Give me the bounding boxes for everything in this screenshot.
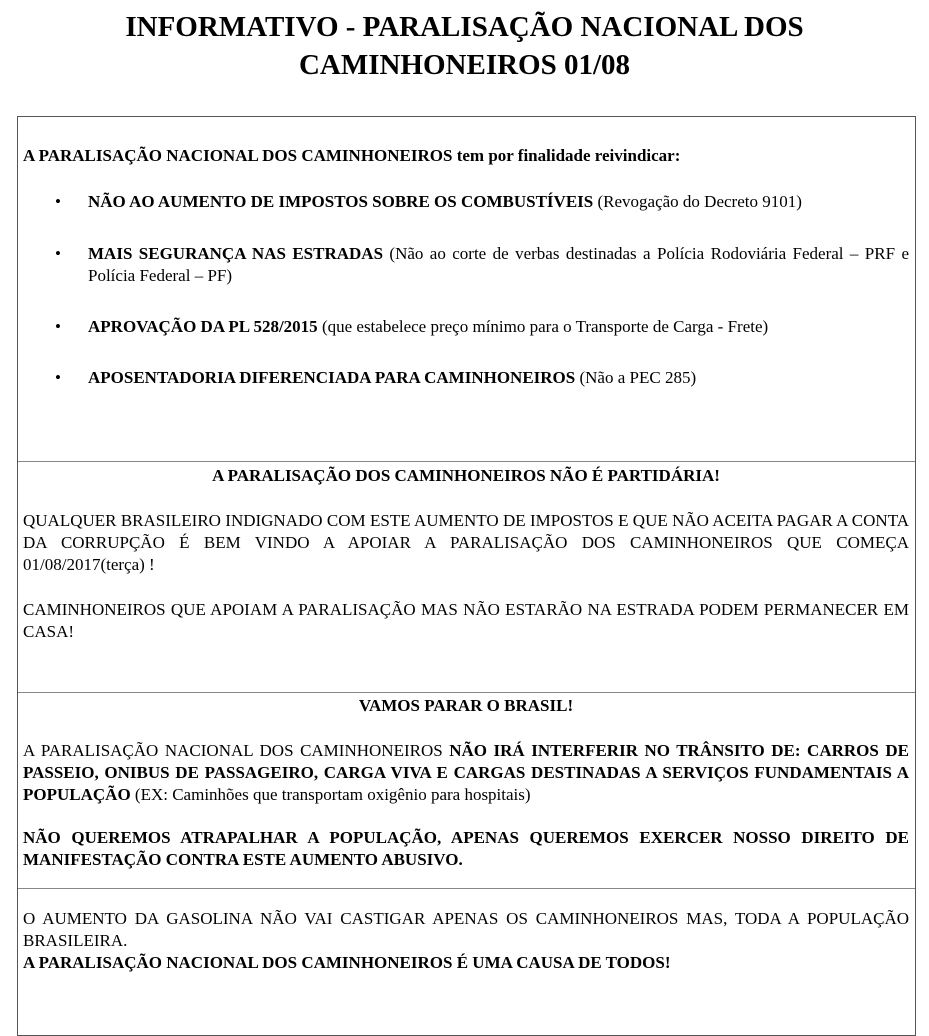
demand-rest: (Não ao corte de verbas destinadas a Polícia Rodoviária Federal – PRF e Polícia Federal – PF) (88, 244, 909, 285)
demand-bold: NÃO AO AUMENTO DE IMPOSTOS SOBRE OS COMBUSTÍVEIS (88, 192, 594, 211)
list-item (23, 367, 909, 389)
list-item (23, 191, 909, 213)
support-paragraph: QUALQUER BRASILEIRO INDIGNADO COM ESTE AUMENTO DE IMPOSTOS E QUE NÃO ACEITA PAGAR A CONTA DA CORRUPÇÃO É BEM VINDO A APOIAR A PARALISAÇÃO DOS CAMINHONEIROS QUE COMEÇA 01/08/2017(terça) ! (23, 511, 909, 574)
demand-rest: (que estabelece preço mínimo para o Transporte de Carga - Frete) (317, 317, 769, 336)
demand-bold: APOSENTADORIA DIFERENCIADA PARA CAMINHONEIROS (88, 368, 576, 387)
traffic-plain: A PARALISAÇÃO NACIONAL DOS CAMINHONEIROS (23, 741, 450, 760)
list-item (23, 316, 909, 338)
bullet-icon: • (55, 368, 61, 387)
traffic-paragraph (23, 740, 909, 806)
list-item (23, 243, 909, 287)
stop-brazil-heading: VAMOS PARAR O BRASIL! (358, 696, 574, 715)
demand-rest: (Revogação do Decreto 9101) (593, 192, 802, 211)
demand-bold: MAIS SEGURANÇA NAS ESTRADAS (88, 244, 384, 263)
intro-rest: tem por finalidade reivindicar: (452, 146, 681, 165)
title-line-1: INFORMATIVO - PARALISAÇÃO NACIONAL DOS (125, 11, 804, 43)
bullet-icon: • (55, 317, 61, 336)
no-disturb-paragraph: NÃO QUEREMOS ATRAPALHAR A POPULAÇÃO, APENAS QUEREMOS EXERCER NOSSO DIREITO DE MANIFESTAÇÃO CONTRA ESTE AUMENTO ABUSIVO. (23, 828, 909, 869)
content-box (17, 116, 916, 1036)
demands-list (23, 191, 909, 389)
cause-paragraph: A PARALISAÇÃO NACIONAL DOS CAMINHONEIROS É UMA CAUSA DE TODOS! (23, 953, 671, 972)
traffic-bold: NÃO IRÁ INTERFERIR NO TRÂNSITO DE: CARROS DE PASSEIO, ONIBUS DE PASSAGEIRO, CARGA VIVA E CARGAS DESTINADAS A SERVIÇOS FUNDAMENTAIS A POPULAÇÃO (23, 741, 909, 804)
document-title (0, 0, 929, 84)
demands-section (18, 117, 915, 462)
non-partisan-heading: A PARALISAÇÃO DOS CAMINHONEIROS NÃO É PARTIDÁRIA! (212, 466, 720, 485)
bullet-icon: • (55, 192, 61, 211)
traffic-rest: (EX: Caminhões que transportam oxigênio para hospitais) (130, 785, 531, 804)
demand-bold: APROVAÇÃO DA PL 528/2015 (88, 317, 318, 336)
stop-brazil-section (18, 693, 915, 889)
title-line-2: CAMINHONEIROS 01/08 (298, 49, 631, 81)
gasoline-paragraph: O AUMENTO DA GASOLINA NÃO VAI CASTIGAR APENAS OS CAMINHONEIROS MAS, TODA A POPULAÇÃO BRASILEIRA. (23, 909, 909, 950)
demand-rest: (Não a PEC 285) (575, 368, 697, 387)
intro-text (23, 117, 909, 167)
stay-home-paragraph: CAMINHONEIROS QUE APOIAM A PARALISAÇÃO MAS NÃO ESTARÃO NA ESTRADA PODEM PERMANECER EM CASA! (23, 600, 909, 641)
bullet-icon: • (55, 244, 61, 263)
cause-section (18, 889, 915, 974)
non-partisan-section (18, 462, 915, 693)
intro-bold: A PARALISAÇÃO NACIONAL DOS CAMINHONEIROS (23, 146, 453, 165)
